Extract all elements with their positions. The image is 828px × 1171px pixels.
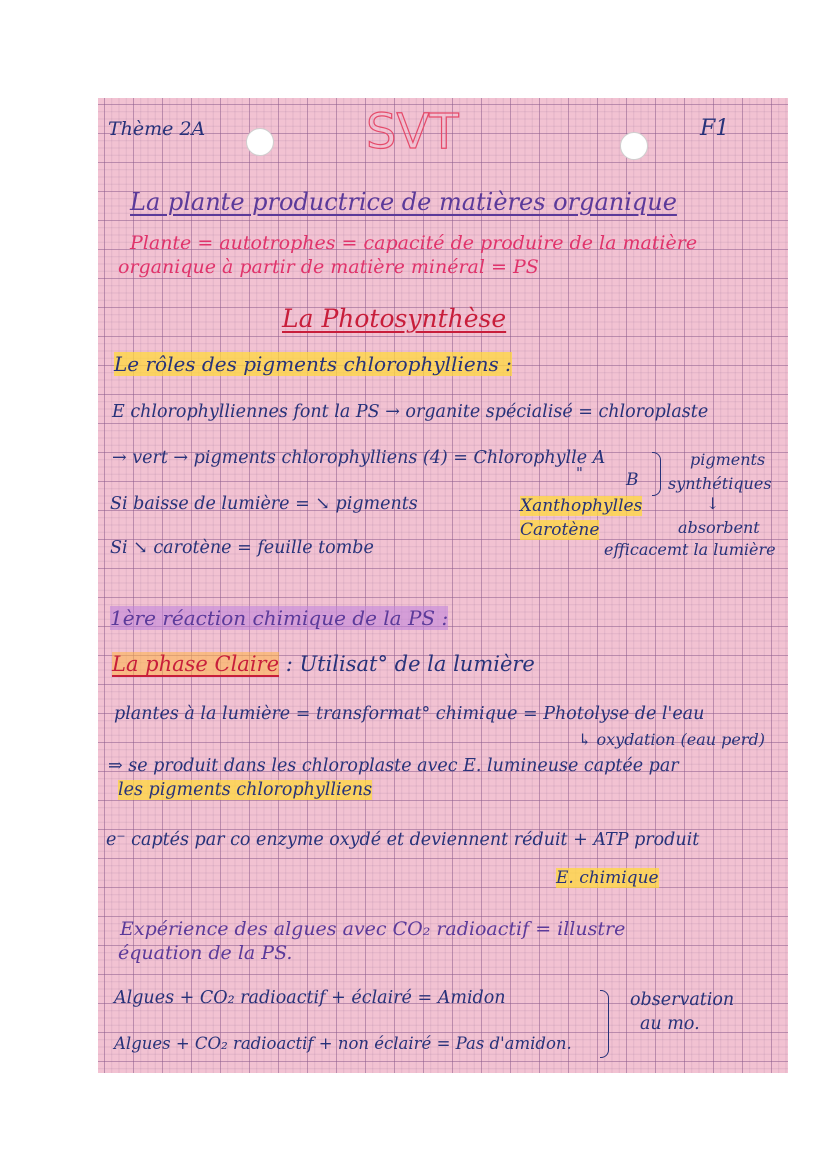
reaction-line-4: e⁻ captés par co enzyme oxydé et deviennent réduit + ATP produit xyxy=(106,830,700,850)
reaction-line-3 xyxy=(118,780,372,800)
intro-line-2: organique à partir de matière minéral = PS xyxy=(118,256,539,278)
reaction-line-2: ⇒ se produit dans les chloroplaste avec E. lumineuse captée par xyxy=(108,756,679,776)
reaction-line-5-text: E. chimique xyxy=(556,868,659,888)
brace-label-synthetiques: synthétiques xyxy=(668,474,772,493)
carotene-label xyxy=(520,520,599,540)
phase-claire-title: La phase Claire xyxy=(112,652,279,676)
absorb-line-1: absorbent xyxy=(678,518,760,537)
carotene-text: Carotène xyxy=(520,520,600,540)
reaction-line-3-text: les pigments chlorophylliens xyxy=(118,780,373,800)
pigments-line-2: → vert → pigments chlorophylliens (4) = Chlorophylle A xyxy=(112,448,606,468)
arrow-down-icon: ↓ xyxy=(706,494,720,513)
reaction-line-1: plantes à la lumière = transformat° chimique = Photolyse de l'eau xyxy=(114,704,705,724)
carotene-drop-note: Si ↘ carotène = feuille tombe xyxy=(110,538,374,558)
pigments-brace xyxy=(652,452,661,496)
observation-line-2: au mo. xyxy=(640,1014,700,1034)
reaction-line-5 xyxy=(556,868,659,888)
subject-title: SVT xyxy=(366,104,459,160)
experiment-line-2: équation de la PS. xyxy=(118,942,293,964)
punch-hole-right xyxy=(620,132,648,160)
phase-claire-heading xyxy=(112,652,535,676)
brace-label-pigments: pigments xyxy=(690,450,766,469)
xanthophylles-text: Xanthophylles xyxy=(520,496,643,516)
section-title: La Photosynthèse xyxy=(282,304,507,333)
sheet-number: F1 xyxy=(700,116,730,141)
chlorophylle-b: B xyxy=(626,470,639,490)
theme-label: Thème 2A xyxy=(108,118,206,140)
observation-line-1: observation xyxy=(630,990,735,1010)
absorb-line-2: efficacemt la lumière xyxy=(604,540,776,559)
light-drop-note: Si baisse de lumière = ↘ pigments xyxy=(110,494,418,514)
chapter-title: La plante productrice de matières organique xyxy=(130,188,677,216)
intro-line-1: Plante = autotrophes = capacité de produire de la matière xyxy=(130,232,698,254)
reaction-line-1b: ↳ oxydation (eau perd) xyxy=(578,730,766,749)
experiment-row-1: Algues + CO₂ radioactif + éclairé = Amidon xyxy=(114,988,506,1008)
pigments-heading xyxy=(114,352,512,376)
pigments-line-1: E chlorophylliennes font la PS → organite spécialisé = chloroplaste xyxy=(112,402,709,422)
experiment-row-2: Algues + CO₂ radioactif + non éclairé = Pas d'amidon. xyxy=(114,1034,572,1053)
pigments-heading-text: Le rôles des pigments chlorophylliens : xyxy=(114,352,512,376)
reaction-heading xyxy=(110,606,448,630)
punch-hole-left xyxy=(246,128,274,156)
experiment-brace xyxy=(600,990,609,1058)
chlorophylle-b-ditto: " xyxy=(576,464,583,482)
phase-claire-subtitle: : Utilisat° de la lumière xyxy=(285,652,535,676)
xanthophylles-label xyxy=(520,496,642,516)
experiment-line-1: Expérience des algues avec CO₂ radioactif = illustre xyxy=(120,918,626,940)
reaction-heading-text: 1ère réaction chimique de la PS : xyxy=(110,606,449,630)
